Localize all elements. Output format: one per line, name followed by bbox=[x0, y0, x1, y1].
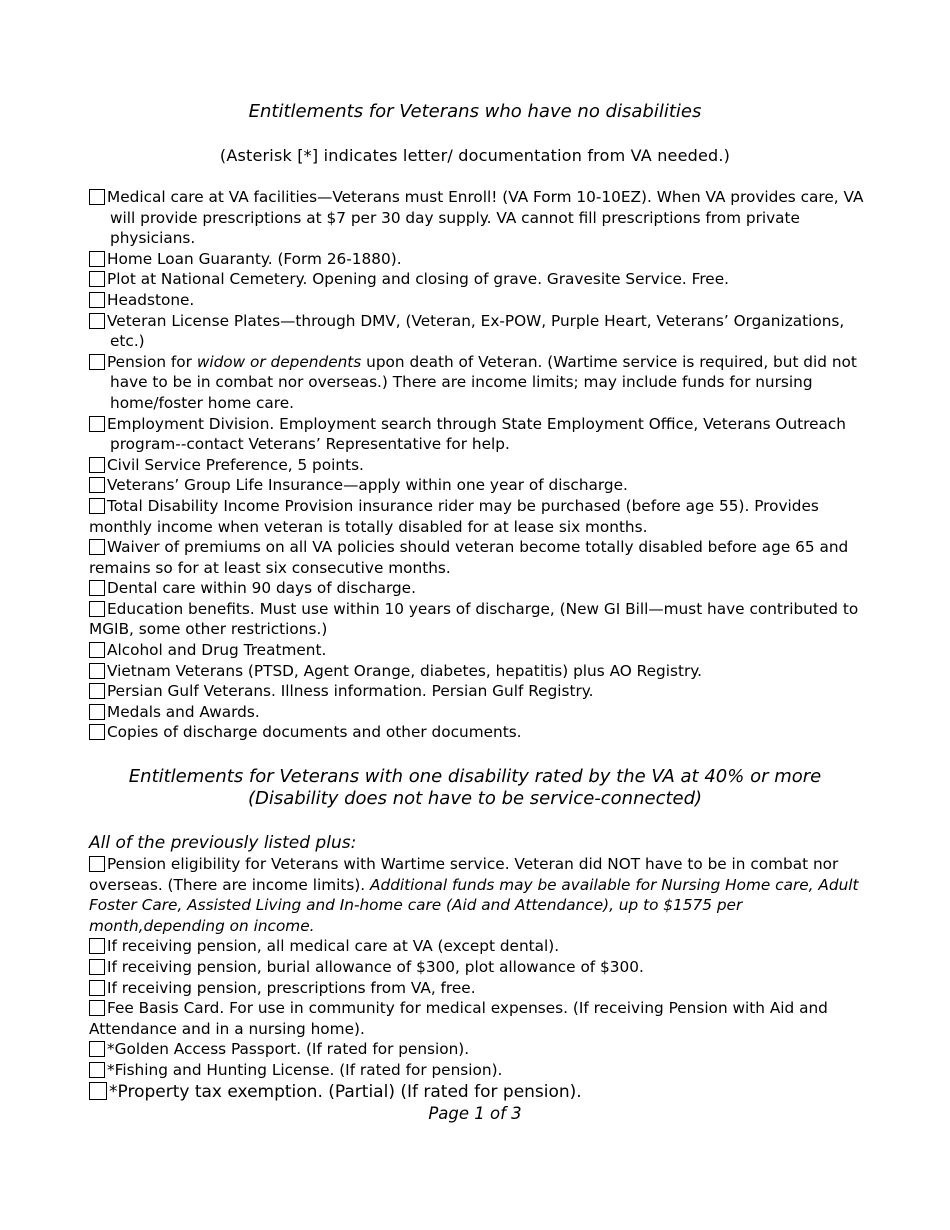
list-item: Fee Basis Card. For use in community for medical expenses. (If receiving Pension with Aid and Attendance and in a nursing home). bbox=[89, 999, 828, 1038]
list-item: Pension eligibility for Veterans with Wartime service. Veteran did NOT have to be in combat nor overseas. (There are income limits). Additional funds may be available for Nursing Home care, Adult Foster Care, Assisted Living and In-home care (Aid and Attendance), up to $1575 per month,depending on income. bbox=[89, 855, 859, 935]
lead-text: All of the previously listed plus: bbox=[89, 833, 357, 853]
checkbox[interactable] bbox=[89, 642, 105, 658]
checkbox[interactable] bbox=[89, 1000, 105, 1016]
section-title-disability: Entitlements for Veterans with one disability rated by the VA at 40% or more bbox=[128, 766, 822, 787]
list-item: Plot at National Cemetery. Opening and closing of grave. Gravesite Service. Free. bbox=[89, 269, 864, 290]
list-item: Headstone. bbox=[89, 290, 864, 311]
list-item: If receiving pension, prescriptions from VA, free. bbox=[89, 978, 864, 999]
checkbox[interactable] bbox=[89, 601, 105, 617]
section-subtitle-disability: (Disability does not have to be service-connected) bbox=[247, 788, 703, 809]
checkbox[interactable] bbox=[89, 704, 105, 720]
page-number: Page 1 of 3 bbox=[428, 1104, 522, 1123]
checkbox[interactable] bbox=[89, 663, 105, 679]
checkbox[interactable] bbox=[89, 498, 105, 514]
checkbox[interactable] bbox=[89, 539, 105, 555]
checkbox[interactable] bbox=[89, 1082, 107, 1100]
checkbox[interactable] bbox=[89, 271, 105, 287]
list-item: Total Disability Income Provision insurance rider may be purchased (before age 55). Provides monthly income when veteran is totally disabled for at lease six months. bbox=[89, 496, 819, 536]
checkbox[interactable] bbox=[89, 959, 105, 975]
checkbox[interactable] bbox=[89, 354, 105, 370]
checkbox[interactable] bbox=[89, 292, 105, 308]
checkbox[interactable] bbox=[89, 1041, 105, 1057]
disability-entitlements-list bbox=[89, 833, 864, 1103]
list-item: Veterans’ Group Life Insurance—apply within one year of discharge. bbox=[89, 475, 864, 496]
list-item: Vietnam Veterans (PTSD, Agent Orange, diabetes, hepatitis) plus AO Registry. bbox=[89, 661, 864, 682]
list-item: If receiving pension, all medical care at VA (except dental). bbox=[89, 936, 864, 957]
no-disability-entitlements-list bbox=[89, 187, 864, 743]
checkbox[interactable] bbox=[89, 477, 105, 493]
list-item: Waiver of premiums on all VA policies should veteran become totally disabled before age 65 and remains so for at least six consecutive months. bbox=[89, 538, 849, 577]
page-title: Entitlements for Veterans who have no disabilities bbox=[248, 101, 702, 122]
checkbox[interactable] bbox=[89, 189, 105, 205]
list-item: Medals and Awards. bbox=[89, 702, 864, 723]
list-item: Pension for widow or dependents upon death of Veteran. (Wartime service is required, but did not have to be in combat nor overseas.) There are income limits; may include funds for nursing home/foster home care. bbox=[89, 352, 864, 414]
list-item: Alcohol and Drug Treatment. bbox=[89, 640, 864, 661]
asterisk-note: (Asterisk [*] indicates letter/ documentation from VA needed.) bbox=[219, 146, 731, 165]
list-item: Home Loan Guaranty. (Form 26-1880). bbox=[89, 249, 864, 270]
checkbox[interactable] bbox=[89, 416, 105, 432]
list-item: Employment Division. Employment search through State Employment Office, Veterans Outreach program--contact Veterans’ Representative for help. bbox=[89, 414, 864, 455]
checkbox[interactable] bbox=[89, 856, 105, 872]
list-item: If receiving pension, burial allowance of $300, plot allowance of $300. bbox=[89, 957, 864, 978]
checkbox[interactable] bbox=[89, 1062, 105, 1078]
list-item: Veteran License Plates—through DMV, (Veteran, Ex-POW, Purple Heart, Veterans’ Organizations, etc.) bbox=[89, 311, 864, 352]
list-item: Civil Service Preference, 5 points. bbox=[89, 455, 864, 476]
checkbox[interactable] bbox=[89, 580, 105, 596]
checkbox[interactable] bbox=[89, 724, 105, 740]
list-item: Copies of discharge documents and other documents. bbox=[89, 722, 864, 743]
checkbox[interactable] bbox=[89, 457, 105, 473]
list-item: *Property tax exemption. (Partial) (If rated for pension). bbox=[89, 1081, 864, 1103]
checkbox[interactable] bbox=[89, 980, 105, 996]
list-item: Medical care at VA facilities—Veterans must Enroll! (VA Form 10-10EZ). When VA provides care, VA will provide prescriptions at $7 per 30 day supply. VA cannot fill prescriptions from private physicians. bbox=[89, 187, 864, 249]
checkbox[interactable] bbox=[89, 313, 105, 329]
list-item: Dental care within 90 days of discharge. bbox=[89, 578, 864, 599]
list-item: *Fishing and Hunting License. (If rated for pension). bbox=[89, 1060, 864, 1081]
list-item: *Golden Access Passport. (If rated for pension). bbox=[89, 1039, 864, 1060]
checkbox[interactable] bbox=[89, 938, 105, 954]
list-item: Education benefits. Must use within 10 years of discharge, (New GI Bill—must have contributed to MGIB, some other restrictions.) bbox=[89, 599, 859, 639]
checkbox[interactable] bbox=[89, 251, 105, 267]
checkbox[interactable] bbox=[89, 683, 105, 699]
list-item: Persian Gulf Veterans. Illness information. Persian Gulf Registry. bbox=[89, 681, 864, 702]
